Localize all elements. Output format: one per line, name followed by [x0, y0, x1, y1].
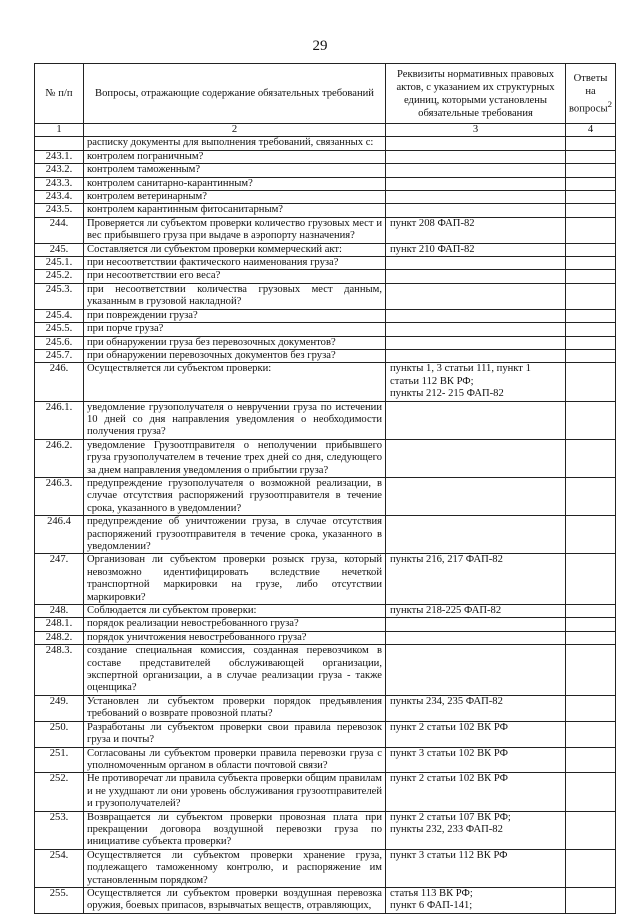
table-row	[35, 554, 616, 605]
table-row	[35, 349, 616, 362]
row-answer	[566, 618, 616, 631]
row-requisites: пункт 2 статьи 102 ВК РФ	[386, 721, 566, 747]
row-number: 245.6.	[35, 336, 84, 349]
row-question: уведомление Грузоотправителя о неполучении прибывшего груза грузополучателем в течение трех дней со дня, следующего за днем направления уведомления о прибытии груза?	[84, 439, 386, 477]
table-row	[35, 336, 616, 349]
row-number: 245.4.	[35, 309, 84, 322]
row-answer	[566, 336, 616, 349]
row-number: 246.	[35, 363, 84, 401]
row-question: Осуществляется ли субъектом проверки хранение груза, подлежащего таможенному контролю, и распоряжение им установленным порядком?	[84, 849, 386, 887]
row-answer	[566, 177, 616, 190]
column-index-row	[35, 124, 616, 137]
row-answer	[566, 773, 616, 811]
row-requisites	[386, 349, 566, 362]
row-question: контролем пограничным?	[84, 150, 386, 163]
row-question: при обнаружении груза без перевозочных документов?	[84, 336, 386, 349]
row-answer	[566, 349, 616, 362]
row-number: 245.7.	[35, 349, 84, 362]
row-number: 245.3.	[35, 283, 84, 309]
row-number: 254.	[35, 849, 84, 887]
row-question: при несоответствии его веса?	[84, 270, 386, 283]
row-number: 248.2.	[35, 631, 84, 644]
table-row	[35, 477, 616, 515]
header-answers-footnote: 2	[607, 98, 612, 109]
row-requisites	[386, 283, 566, 309]
header-question: Вопросы, отражающие содержание обязательных требований	[84, 64, 386, 124]
table-row	[35, 695, 616, 721]
row-requisites: пункт 2 статьи 107 ВК РФ; пункты 232, 233 ФАП-82	[386, 811, 566, 849]
table-row	[35, 631, 616, 644]
row-requisites	[386, 323, 566, 336]
header-answers	[566, 64, 616, 124]
row-answer	[566, 363, 616, 401]
table-row	[35, 849, 616, 887]
table-row	[35, 217, 616, 243]
row-question: порядок уничтожения невостребованного груза?	[84, 631, 386, 644]
row-number: 250.	[35, 721, 84, 747]
row-answer	[566, 887, 616, 913]
row-question: при порче груза?	[84, 323, 386, 336]
row-requisites	[386, 191, 566, 204]
row-question: Согласованы ли субъектом проверки правила перевозки груза с уполномоченным органом в области почтовой связи?	[84, 747, 386, 773]
row-requisites: пункты 1, 3 статьи 111, пункт 1 статьи 112 ВК РФ; пункты 212- 215 ФАП-82	[386, 363, 566, 401]
row-requisites	[386, 137, 566, 150]
header-num: № п/п	[35, 64, 84, 124]
row-number: 253.	[35, 811, 84, 849]
row-question: Установлен ли субъектом проверки порядок предъявления требований о возврате провозной платы?	[84, 695, 386, 721]
row-answer	[566, 243, 616, 256]
row-question: контролем ветеринарным?	[84, 191, 386, 204]
row-number: 247.	[35, 554, 84, 605]
row-question: порядок реализации невостребованного груза?	[84, 618, 386, 631]
table-body	[35, 137, 616, 913]
row-requisites: пункты 234, 235 ФАП-82	[386, 695, 566, 721]
row-question: уведомление грузополучателя о невручении груза по истечении 10 дней со дня направления уведомления о необходимости получения груза?	[84, 401, 386, 439]
row-question: Осуществляется ли субъектом проверки:	[84, 363, 386, 401]
row-requisites	[386, 164, 566, 177]
row-answer	[566, 137, 616, 150]
row-question: контролем карантинным фитосанитарным?	[84, 204, 386, 217]
row-answer	[566, 217, 616, 243]
row-number: 252.	[35, 773, 84, 811]
row-question: при несоответствии фактического наименования груза?	[84, 257, 386, 270]
row-number: 243.1.	[35, 150, 84, 163]
row-requisites: статья 113 ВК РФ; пункт 6 ФАП-141;	[386, 887, 566, 913]
table-row	[35, 439, 616, 477]
row-answer	[566, 631, 616, 644]
column-index: 2	[84, 124, 386, 137]
page-number: 29	[312, 38, 328, 54]
row-requisites	[386, 257, 566, 270]
row-answer	[566, 605, 616, 618]
table-row	[35, 645, 616, 696]
row-number: 246.4	[35, 516, 84, 554]
row-requisites	[386, 204, 566, 217]
row-number: 246.2.	[35, 439, 84, 477]
row-question: расписку документы для выполнения требований, связанных с:	[84, 137, 386, 150]
table-row	[35, 605, 616, 618]
table-row	[35, 191, 616, 204]
table-row	[35, 516, 616, 554]
row-number: 248.1.	[35, 618, 84, 631]
row-requisites	[386, 477, 566, 515]
row-number: 249.	[35, 695, 84, 721]
row-answer	[566, 849, 616, 887]
row-number: 246.1.	[35, 401, 84, 439]
table-row	[35, 401, 616, 439]
row-requisites	[386, 336, 566, 349]
row-question: Соблюдается ли субъектом проверки:	[84, 605, 386, 618]
row-requisites	[386, 439, 566, 477]
row-requisites: пункт 3 статьи 102 ВК РФ	[386, 747, 566, 773]
table-row	[35, 243, 616, 256]
row-number: 243.3.	[35, 177, 84, 190]
row-requisites: пункт 3 статьи 112 ВК РФ	[386, 849, 566, 887]
row-question: при обнаружении перевозочных документов без груза?	[84, 349, 386, 362]
row-question: Разработаны ли субъектом проверки свои правила перевозок груза и почты?	[84, 721, 386, 747]
row-requisites	[386, 516, 566, 554]
row-requisites: пункт 210 ФАП-82	[386, 243, 566, 256]
requirements-table	[34, 63, 616, 914]
row-question: Проверяется ли субъектом проверки количество грузовых мест и вес прибывшего груза при выдаче в аэропорту назначения?	[84, 217, 386, 243]
row-requisites: пункт 208 ФАП-82	[386, 217, 566, 243]
row-question: Не противоречат ли правила субъекта проверки общим правилам и не ухудшают ли они уровень обслуживания грузоотправителей и грузополучателей?	[84, 773, 386, 811]
row-answer	[566, 283, 616, 309]
row-requisites	[386, 150, 566, 163]
row-answer	[566, 150, 616, 163]
table-row	[35, 137, 616, 150]
table-row	[35, 721, 616, 747]
row-question: контролем санитарно-карантинным?	[84, 177, 386, 190]
column-index: 1	[35, 124, 84, 137]
row-number: 245.2.	[35, 270, 84, 283]
row-requisites: пункт 2 статьи 102 ВК РФ	[386, 773, 566, 811]
row-requisites	[386, 645, 566, 696]
row-number: 245.	[35, 243, 84, 256]
table-row	[35, 257, 616, 270]
row-question: контролем таможенным?	[84, 164, 386, 177]
table-row	[35, 309, 616, 322]
row-number: 244.	[35, 217, 84, 243]
row-requisites: пункты 216, 217 ФАП-82	[386, 554, 566, 605]
column-index: 4	[566, 124, 616, 137]
header-requisites: Реквизиты нормативных правовых актов, с указанием их структурных единиц, которыми установлены обязательные требования	[386, 64, 566, 124]
row-question: Возвращается ли субъектом проверки провозная плата при прекращении договора воздушной перевозки груза по инициативе субъекта проверки?	[84, 811, 386, 849]
row-answer	[566, 204, 616, 217]
row-answer	[566, 645, 616, 696]
row-question: предупреждение грузополучателя о возможной реализации, в случае отсутствия распоряжений грузоотправителя в течение срока, указанного в уведомлении?	[84, 477, 386, 515]
row-answer	[566, 811, 616, 849]
row-answer	[566, 695, 616, 721]
row-answer	[566, 257, 616, 270]
table-row	[35, 618, 616, 631]
table-row	[35, 164, 616, 177]
row-requisites	[386, 618, 566, 631]
row-number: 243.4.	[35, 191, 84, 204]
header-answers-text: Ответы на вопросы	[569, 72, 608, 115]
row-number: 248.3.	[35, 645, 84, 696]
row-question: при несоответствии количества грузовых мест данным, указанным в грузовой накладной?	[84, 283, 386, 309]
table-row	[35, 773, 616, 811]
row-question: Составляется ли субъектом проверки коммерческий акт:	[84, 243, 386, 256]
table-row	[35, 150, 616, 163]
table-header	[35, 64, 616, 124]
row-answer	[566, 554, 616, 605]
row-requisites: пункты 218-225 ФАП-82	[386, 605, 566, 618]
row-question: при повреждении груза?	[84, 309, 386, 322]
row-answer	[566, 721, 616, 747]
row-number: 243.2.	[35, 164, 84, 177]
row-number: 251.	[35, 747, 84, 773]
row-question: Организован ли субъектом проверки розыск груза, который невозможно идентифицировать вследствие нечеткой транспортной маркировки на грузе, либо отсутствии маркировки?	[84, 554, 386, 605]
row-question: создание специальная комиссия, созданная перевозчиком в составе представителей обслуживающей организации, экспертной организации, а в случае реализации груза - также оценщика?	[84, 645, 386, 696]
table-row	[35, 283, 616, 309]
table-row	[35, 270, 616, 283]
table-row	[35, 887, 616, 913]
row-answer	[566, 270, 616, 283]
row-answer	[566, 323, 616, 336]
row-answer	[566, 516, 616, 554]
table-row	[35, 204, 616, 217]
row-question: Осуществляется ли субъектом проверки воздушная перевозка оружия, боевых припасов, взрывчатых веществ, отравляющих,	[84, 887, 386, 913]
row-number: 245.5.	[35, 323, 84, 336]
table-row	[35, 811, 616, 849]
row-requisites	[386, 309, 566, 322]
row-answer	[566, 439, 616, 477]
table-row	[35, 747, 616, 773]
row-answer	[566, 191, 616, 204]
row-question: предупреждение об уничтожении груза, в случае отсутствия распоряжений грузоотправителя в течение срока, указанного в уведомлении?	[84, 516, 386, 554]
row-number	[35, 137, 84, 150]
row-answer	[566, 309, 616, 322]
row-answer	[566, 747, 616, 773]
row-answer	[566, 477, 616, 515]
row-number: 243.5.	[35, 204, 84, 217]
column-index: 3	[386, 124, 566, 137]
row-requisites	[386, 401, 566, 439]
row-number: 246.3.	[35, 477, 84, 515]
row-requisites	[386, 631, 566, 644]
row-number: 255.	[35, 887, 84, 913]
row-requisites	[386, 270, 566, 283]
table-row	[35, 323, 616, 336]
row-number: 245.1.	[35, 257, 84, 270]
row-requisites	[386, 177, 566, 190]
row-number: 248.	[35, 605, 84, 618]
row-answer	[566, 164, 616, 177]
table-row	[35, 363, 616, 401]
table-row	[35, 177, 616, 190]
row-answer	[566, 401, 616, 439]
